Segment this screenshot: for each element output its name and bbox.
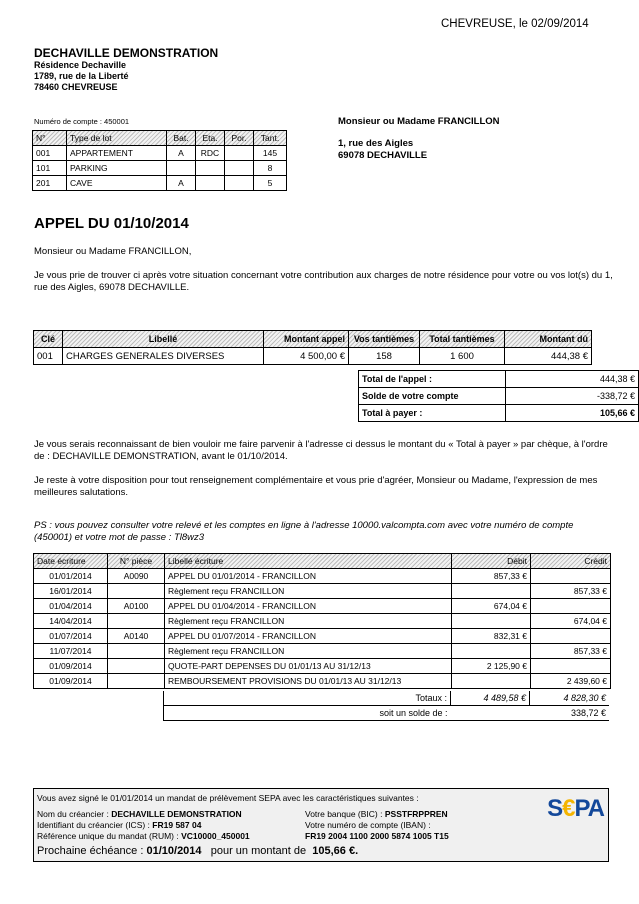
ledger-piece: A0090 [108,569,165,584]
ledger-balance-row [164,706,610,721]
total-due-row [359,405,639,422]
next-date: 01/10/2014 [146,845,202,857]
account-number: Numéro de compte : 450001 [34,117,130,126]
account-balance-row [359,388,639,405]
lots-header-row [33,131,287,146]
total-call-label: Total de l'appel : [359,371,506,388]
next-label: Prochaine échéance : [37,845,144,857]
charges-col-your-shares: Vos tantièmes [349,331,420,348]
lot-bat [167,161,196,176]
ledger-piece [108,674,165,689]
payment-paragraph: Je vous serais reconnaissant de bien vouloir me faire parvenir à l'adresse ci dessus le montant du « Total à payer » par chèque, à l'ordre de : DECHAVILLE DEMONSTRATION, avant le 01/10/2014. [34,439,608,462]
ledger-debit [452,674,531,689]
ledger-date: 01/09/2014 [34,659,108,674]
ledger-date: 11/07/2014 [34,644,108,659]
rum-value: VC10000_450001 [181,831,250,841]
lot-number: 001 [33,146,67,161]
sender-line1: Résidence Dechaville [34,60,127,70]
sepa-iban-label: Votre numéro de compte (IBAN) : [305,820,431,830]
charge-label: CHARGES GENERALES DIVERSES [63,348,264,365]
table-row [33,146,287,161]
ics-label: Identifiant du créancier (ICS) : [37,820,150,830]
ps-note: PS : vous pouvez consulter votre relevé et les comptes en ligne à l'adresse 10000.valcompta.com avec votre numéro de compte (450001) et votre mot de passe : Tl8wz3 [34,520,574,543]
lot-por [225,146,254,161]
amount-value: 105,66 €. [312,845,359,857]
table-row [34,629,611,644]
recipient-line1: 1, rue des Aigles [338,138,414,149]
intro-paragraph: Je vous prie de trouver ci après votre situation concernant votre contribution aux charges de notre résidence pour votre ou vos lot(s) du 1, rue des Aigles, 69078 DECHAVILLE. [34,270,613,293]
lot-tant: 145 [254,146,287,161]
ledger-label: QUOTE-PART DEPENSES DU 01/01/13 AU 31/12/13 [165,659,452,674]
lot-tant: 8 [254,161,287,176]
ics-value: FR19 587 04 [152,820,202,830]
lots-col-bat: Bat. [167,131,196,146]
ledger-credit: 674,04 € [531,614,611,629]
sepa-intro: Vous avez signé le 01/01/2014 un mandat de prélèvement SEPA avec les caractéristiques suivantes : [37,793,419,803]
account-balance-value: -338,72 € [506,388,639,405]
charges-header-row [34,331,592,348]
ledger-totals-label: Totaux : [164,691,451,706]
ledger-col-piece: N° pièce [108,554,165,569]
ledger-totals-row [164,691,610,706]
sepa-logo-pa: PA [574,795,604,822]
ledger-label: APPEL DU 01/01/2014 - FRANCILLON [165,569,452,584]
sepa-iban-value: FR19 2004 1100 2000 5874 1005 T15 [305,831,449,841]
lot-type: APPARTEMENT [67,146,167,161]
ledger-debit: 2 125,90 € [452,659,531,674]
sepa-creditor-name [37,809,307,819]
ledger-debit [452,614,531,629]
salutation: Monsieur ou Madame FRANCILLON, [34,246,192,257]
total-call-row [359,371,639,388]
ledger-debit: 857,33 € [452,569,531,584]
lots-table [32,130,287,191]
ledger-label: APPEL DU 01/07/2014 - FRANCILLON [165,629,452,644]
recipient-address [338,116,500,162]
lots-col-tant: Tant. [254,131,287,146]
ledger-totals [163,691,609,721]
table-row [34,584,611,599]
table-row [34,614,611,629]
charge-total-shares: 1 600 [420,348,505,365]
sepa-mandate-box [33,788,609,862]
sepa-bic [305,809,448,819]
ledger-table [33,553,611,689]
ledger-credit [531,599,611,614]
ledger-totals-debit: 4 489,58 € [451,691,530,706]
ledger-piece: A0140 [108,629,165,644]
charges-col-due: Montant dû [505,331,592,348]
table-row [34,674,611,689]
charge-due: 444,38 € [505,348,592,365]
ledger-col-label: Libellé écriture [165,554,452,569]
table-row [34,659,611,674]
ledger-balance-label: soit un solde de : [164,706,451,721]
lot-eta [196,161,225,176]
ledger-credit: 857,33 € [531,584,611,599]
sender-name: DECHAVILLE DEMONSTRATION [34,46,219,60]
sepa-logo [547,795,604,823]
ledger-date: 01/04/2014 [34,599,108,614]
rum-label: Référence unique du mandat (RUM) : [37,831,179,841]
table-row [34,348,592,365]
lots-col-num: N° [33,131,67,146]
table-row [34,599,611,614]
sepa-rum [37,831,250,841]
ledger-piece [108,644,165,659]
ledger-credit: 2 439,60 € [531,674,611,689]
sepa-logo-euro-icon: € [562,795,575,822]
lot-bat: A [167,146,196,161]
ledger-credit [531,569,611,584]
ledger-credit [531,629,611,644]
table-row [33,176,287,191]
page-title: APPEL DU 01/10/2014 [34,215,189,232]
ledger-col-debit: Débit [452,554,531,569]
place-date: CHEVREUSE, le 02/09/2014 [441,18,589,30]
ledger-col-credit: Crédit [531,554,611,569]
ledger-label: Règlement reçu FRANCILLON [165,584,452,599]
charges-col-key: Clé [34,331,63,348]
charges-col-label: Libellé [63,331,264,348]
sepa-next-payment [37,845,358,857]
ledger-label: Règlement reçu FRANCILLON [165,614,452,629]
ledger-credit: 857,33 € [531,644,611,659]
sepa-logo-s: S [547,795,563,822]
total-due-value: 105,66 € [506,405,639,422]
lots-col-type: Type de lot [67,131,167,146]
sender-address [34,46,218,93]
sender-line2: 1789, rue de la Liberté [34,71,129,81]
ledger-date: 16/01/2014 [34,584,108,599]
ledger-debit: 832,31 € [452,629,531,644]
account-balance-label: Solde de votre compte [359,388,506,405]
lot-eta: RDC [196,146,225,161]
charges-table [33,330,592,365]
ledger-balance-value: 338,72 € [530,706,610,721]
creditor-name-label: Nom du créancier : [37,809,109,819]
totals-table [358,370,639,422]
ledger-date: 01/01/2014 [34,569,108,584]
charges-col-amount: Montant appel [264,331,349,348]
recipient-line2: 69078 DECHAVILLE [338,150,428,161]
charge-your-shares: 158 [349,348,420,365]
ledger-date: 01/07/2014 [34,629,108,644]
lot-eta [196,176,225,191]
lot-number: 101 [33,161,67,176]
bic-label: Votre banque (BIC) : [305,809,383,819]
charges-col-total-shares: Total tantièmes [420,331,505,348]
closing-paragraph: Je reste à votre disposition pour tout renseignement complémentaire et vous prie d'agréer, Monsieur ou Madame, l'expression de mes meilleures salutations. [34,475,598,498]
ledger-date: 01/09/2014 [34,674,108,689]
ledger-header-row [34,554,611,569]
ledger-piece [108,614,165,629]
charge-amount: 4 500,00 € [264,348,349,365]
ledger-label: Règlement reçu FRANCILLON [165,644,452,659]
lot-bat: A [167,176,196,191]
ledger-totals-credit: 4 828,30 € [530,691,610,706]
lot-number: 201 [33,176,67,191]
bic-value: PSSTFRPPREN [384,809,448,819]
lots-col-eta: Eta. [196,131,225,146]
lot-por [225,161,254,176]
ledger-piece [108,584,165,599]
table-row [33,161,287,176]
sender-line3: 78460 CHEVREUSE [34,82,118,92]
recipient-name: Monsieur ou Madame FRANCILLON [338,116,500,127]
ledger-debit: 674,04 € [452,599,531,614]
ledger-label: REMBOURSEMENT PROVISIONS DU 01/01/13 AU 31/12/13 [165,674,452,689]
lot-por [225,176,254,191]
ledger-piece [108,659,165,674]
lot-type: CAVE [67,176,167,191]
ledger-piece: A0100 [108,599,165,614]
charge-key: 001 [34,348,63,365]
amount-label: pour un montant de [210,845,307,857]
ledger-credit [531,659,611,674]
sepa-ics [37,820,201,830]
ledger-col-date: Date écriture [34,554,108,569]
table-row [34,569,611,584]
ledger-date: 14/04/2014 [34,614,108,629]
lot-tant: 5 [254,176,287,191]
table-row [34,644,611,659]
total-call-value: 444,38 € [506,371,639,388]
lot-type: PARKING [67,161,167,176]
ledger-debit [452,644,531,659]
ledger-label: APPEL DU 01/04/2014 - FRANCILLON [165,599,452,614]
ledger-debit [452,584,531,599]
creditor-name-value: DECHAVILLE DEMONSTRATION [111,809,242,819]
lots-col-por: Por. [225,131,254,146]
total-due-label: Total à payer : [359,405,506,422]
